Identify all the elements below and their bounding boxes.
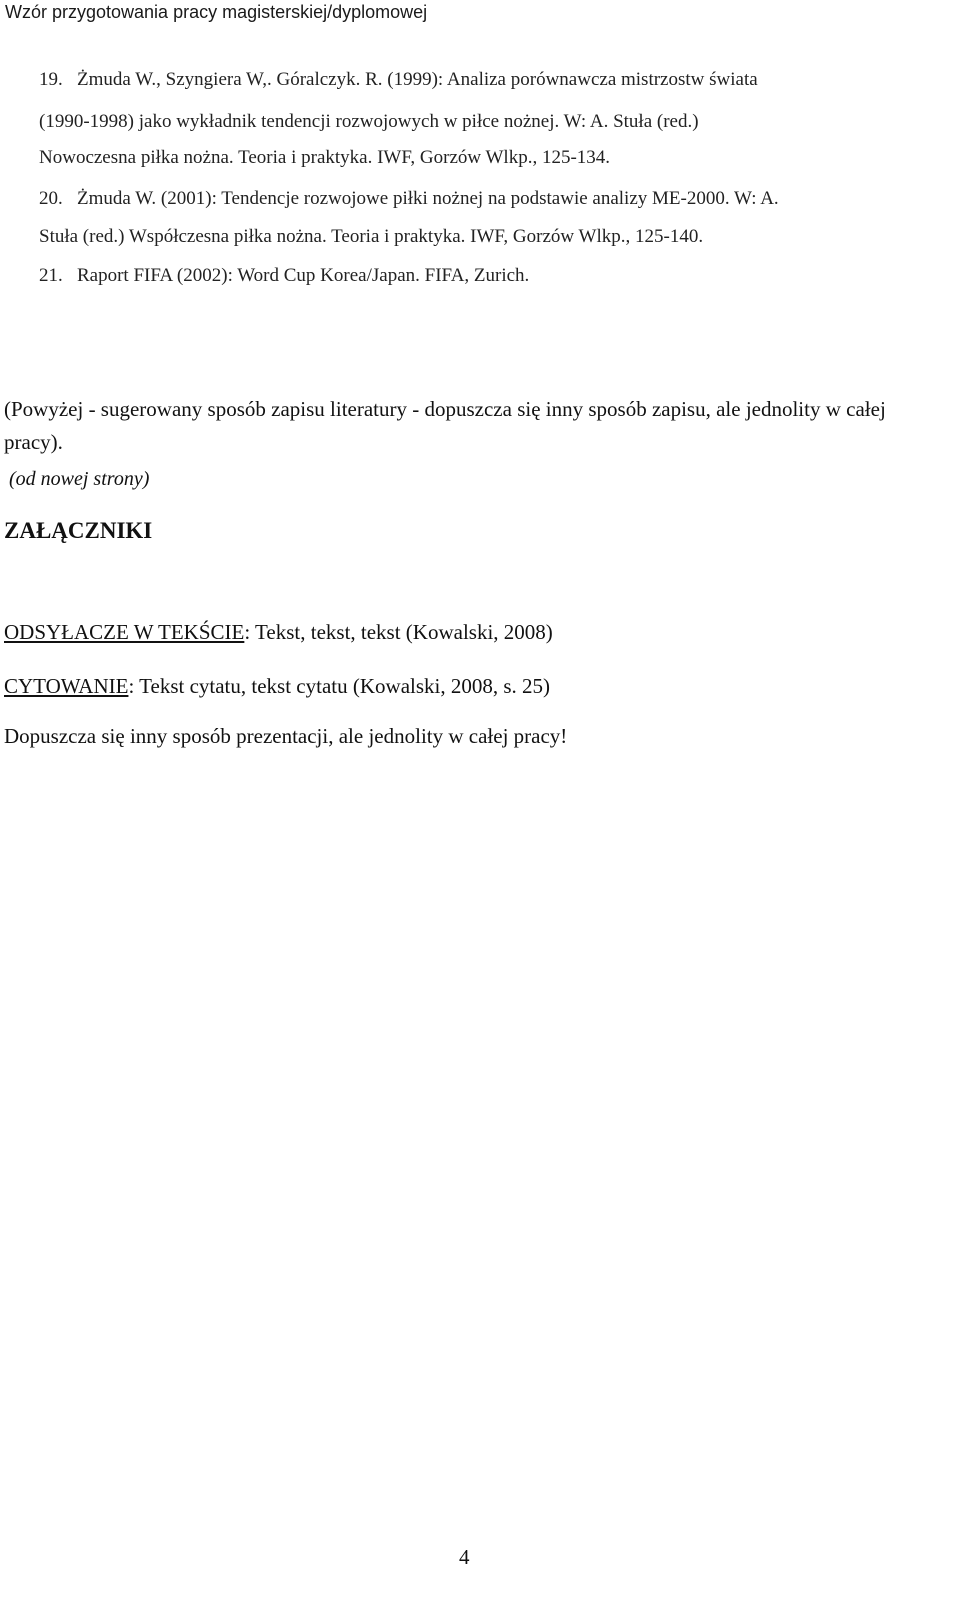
bibliography-entry-20-line-2: Stuła (red.) Współczesna piłka nożna. Teoria i praktyka. IWF, Gorzów Wlkp., 125-140. — [39, 226, 704, 247]
citation-rule — [4, 674, 550, 699]
page-header: Wzór przygotowania pracy magisterskiej/dyplomowej — [5, 2, 428, 22]
bibliography-entry-19-line-2: (1990-1998) jako wykładnik tendencji rozwojowych w piłce nożnej. W: A. Stuła (red.) — [39, 111, 699, 132]
attachments-heading: ZAŁĄCZNIKI — [4, 518, 153, 543]
citation-rule-label: CYTOWANIE — [4, 674, 129, 698]
new-page-note: (od nowej strony) — [9, 468, 150, 490]
bibliography-number-21: 21. — [39, 265, 63, 286]
page-number: 4 — [459, 1545, 470, 1569]
bibliography-entry-19-line-1: 19. Żmuda W., Szyngiera W,. Góralczyk. R. (1999): Analiza porównawcza mistrzostw świata — [39, 69, 758, 90]
references-rule — [4, 620, 553, 645]
bibliography-number-19: 19. — [39, 69, 63, 90]
closing-note: Dopuszcza się inny sposób prezentacji, ale jednolity w całej pracy! — [4, 724, 568, 748]
citation-rule-text: : Tekst cytatu, tekst cytatu (Kowalski, 2008, s. 25) — [128, 674, 551, 698]
bibliography-number-20: 20. — [39, 188, 63, 209]
references-rule-label: ODSYŁACZE W TEKŚCIE — [4, 620, 245, 644]
references-rule-text: : Tekst, tekst, tekst (Kowalski, 2008) — [244, 620, 553, 644]
bibliography-entry-21-line-1: 21. Raport FIFA (2002): Word Cup Korea/Japan. FIFA, Zurich. — [39, 265, 530, 286]
bibliography-entry-19-line-3: Nowoczesna piłka nożna. Teoria i praktyka. IWF, Gorzów Wlkp., 125-134. — [39, 147, 611, 168]
bibliography-entry-20-line-1: 20. Żmuda W. (2001): Tendencje rozwojowe piłki nożnej na podstawie analizy ME-2000. W: A. — [39, 188, 779, 209]
bibliography-format-note: (Powyżej - sugerowany sposób zapisu literatury - dopuszcza się inny sposób zapisu, ale jednolity w całej pracy). — [4, 397, 886, 454]
